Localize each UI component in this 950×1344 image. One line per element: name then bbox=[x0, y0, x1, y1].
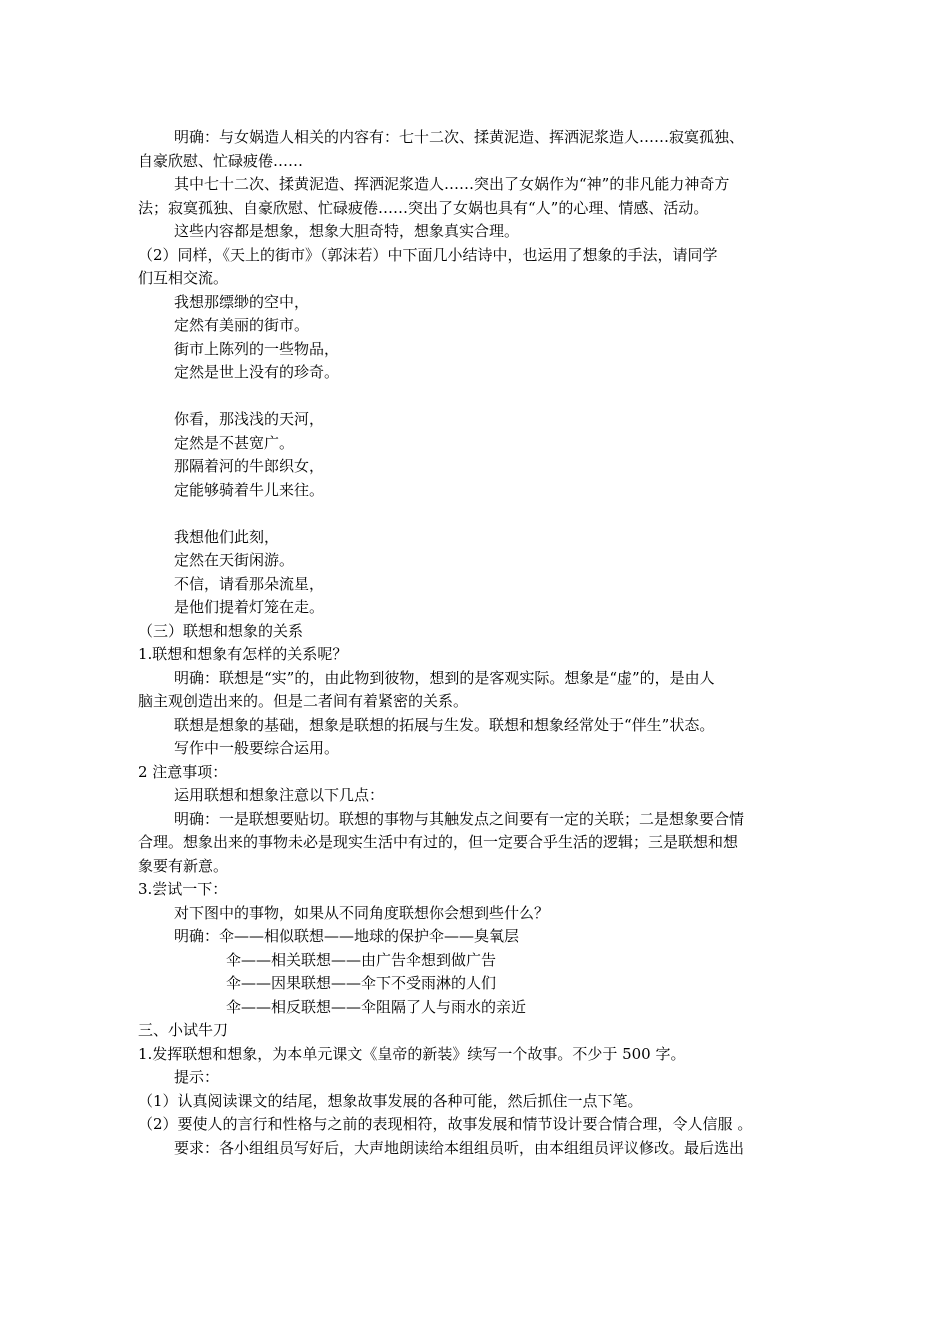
text-line: 1.发挥联想和想象，为本单元课文《皇帝的新装》续写一个故事。不少于 500 字。 bbox=[138, 1044, 686, 1063]
text-line: 你看，那浅浅的天河， bbox=[174, 410, 325, 428]
blank-line bbox=[138, 385, 820, 409]
text-line: 是他们提着灯笼在走。 bbox=[174, 598, 325, 616]
document-body bbox=[138, 126, 820, 1160]
text-line: 伞——相关联想——由广告伞想到做广告 bbox=[226, 950, 497, 969]
text-line: 其中七十二次、揉黄泥造、挥洒泥浆造人……突出了女娲作为“神”的非凡能力神奇方 bbox=[174, 175, 730, 193]
text-line: 写作中一般要综合运用。 bbox=[174, 739, 340, 757]
text-line: 们互相交流。 bbox=[138, 269, 229, 287]
text-line: 明确：一是联想要贴切。联想的事物与其触发点之间要有一定的关联；二是想象要合情 bbox=[174, 809, 745, 828]
text-line: 不信，请看那朵流星， bbox=[174, 574, 325, 593]
text-line: 定然在天街闲游。 bbox=[174, 551, 295, 569]
text-line: 法；寂寞孤独、自豪欣慰、忙碌疲倦……突出了女娲也具有“人”的心理、情感、活动。 bbox=[138, 198, 709, 217]
text-line: 明确：与女娲造人相关的内容有：七十二次、揉黄泥造、挥洒泥浆造人……寂寞孤独、 bbox=[174, 128, 745, 146]
blank-line bbox=[138, 502, 820, 526]
text-line: 伞——相反联想——伞阻隔了人与雨水的亲近 bbox=[226, 997, 527, 1016]
text-line: 3.尝试一下： bbox=[138, 880, 228, 898]
text-line: 三、小试牛刀 bbox=[138, 1021, 229, 1039]
text-line: 明确：联想是“实”的，由此物到彼物，想到的是客观实际。想象是“虚”的，是由人 bbox=[174, 668, 715, 687]
text-line: 这些内容都是想象，想象大胆奇特，想象真实合理。 bbox=[174, 222, 520, 240]
text-line: 1.联想和想象有怎样的关系呢？ bbox=[138, 645, 348, 663]
text-line: 街市上陈列的一些物品， bbox=[174, 339, 340, 358]
text-line: （2）要使人的言行和性格与之前的表现相符，故事发展和情节设计要合情合理，令人信服 。 bbox=[138, 1115, 753, 1133]
text-line: 2 注意事项： bbox=[138, 762, 228, 781]
text-line: 提示： bbox=[174, 1068, 220, 1086]
text-line: 我想那缥缈的空中， bbox=[174, 292, 310, 311]
text-line: 脑主观创造出来的。但是二者间有着紧密的关系。 bbox=[138, 692, 469, 710]
text-line: 伞——因果联想——伞下不受雨淋的人们 bbox=[226, 974, 497, 992]
text-line: （三）联想和想象的关系 bbox=[138, 621, 304, 640]
text-line: 对下图中的事物，如果从不同角度联想你会想到些什么？ bbox=[174, 903, 550, 922]
text-line: 定然是不甚宽广。 bbox=[174, 433, 295, 452]
text-line: 自豪欣慰、忙碌疲倦…… bbox=[138, 151, 304, 170]
text-line: 合理。想象出来的事物未必是现实生活中有过的，但一定要合乎生活的逻辑；三是联想和想 bbox=[138, 833, 739, 851]
text-line: （2）同样，《天上的街市》（郭沫若）中下面几小结诗中，也运用了想象的手法，请同学 bbox=[138, 245, 718, 264]
text-line: 定能够骑着牛儿来往。 bbox=[174, 480, 325, 499]
text-line: 象要有新意。 bbox=[138, 856, 229, 875]
text-line: 要求：各小组组员写好后，大声地朗读给本组组员听，由本组组员评议修改。最后选出 bbox=[174, 1138, 745, 1157]
text-line: 明确：伞——相似联想——地球的保护伞——臭氧层 bbox=[174, 927, 520, 945]
text-line: 定然有美丽的街市。 bbox=[174, 316, 310, 334]
text-line: 定然是世上没有的珍奇。 bbox=[174, 363, 340, 381]
text-line: 联想是想象的基础，想象是联想的拓展与生发。联想和想象经常处于“伴生”状态。 bbox=[174, 715, 715, 734]
text-line: 我想他们此刻， bbox=[174, 527, 280, 546]
text-line: （1）认真阅读课文的结尾，想象故事发展的各种可能，然后抓住一点下笔。 bbox=[138, 1091, 643, 1110]
text-line: 运用联想和想象注意以下几点： bbox=[174, 786, 385, 804]
text-line: 那隔着河的牛郎织女， bbox=[174, 457, 325, 475]
